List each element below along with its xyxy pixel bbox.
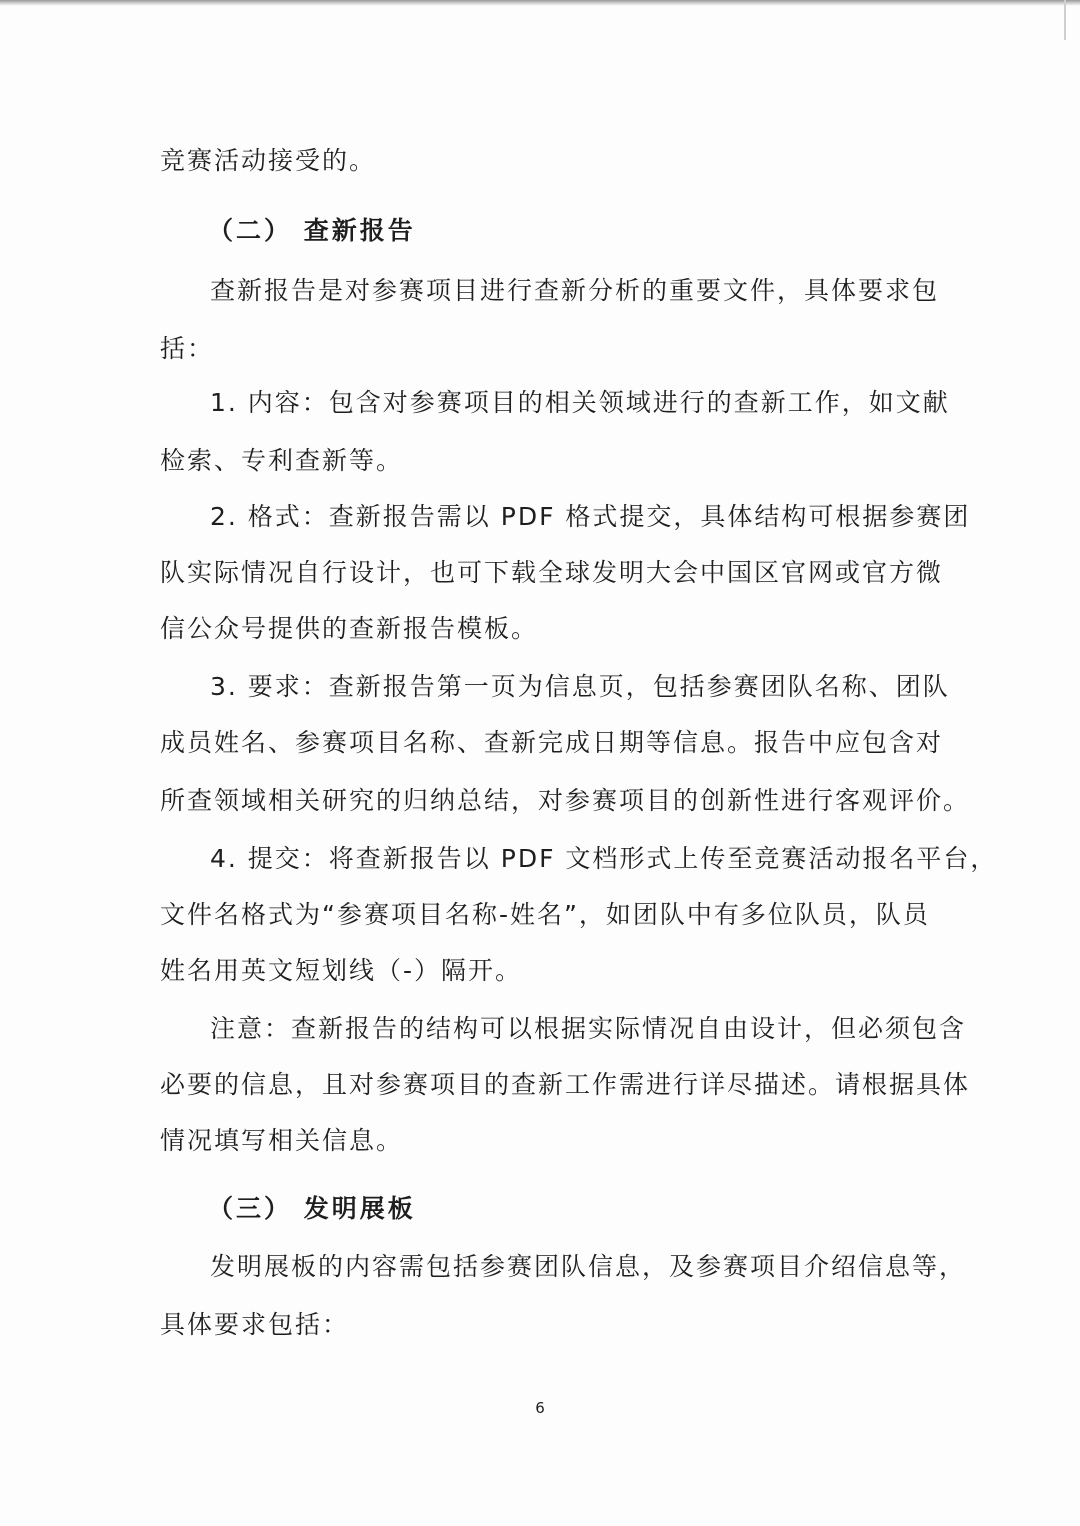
paragraph-line: 姓名用英文短划线（-）隔开。 bbox=[160, 956, 523, 985]
paragraph-line: 所查领域相关研究的归纳总结，对参赛项目的创新性进行客观评价。 bbox=[160, 786, 971, 815]
list-item-format: 2. 格式：查新报告需以 PDF 格式提交，具体结构可根据参赛团 bbox=[210, 502, 971, 531]
paragraph-line: 括： bbox=[160, 334, 215, 363]
paragraph-line: 信公众号提供的查新报告模板。 bbox=[160, 614, 539, 643]
paragraph-line: 查新报告是对参赛项目进行查新分析的重要文件，具体要求包 bbox=[210, 276, 940, 305]
section-heading-invention-board: （三） 发明展板 bbox=[208, 1194, 416, 1223]
scan-top-edge bbox=[0, 0, 1080, 6]
paragraph-line: 发明展板的内容需包括参赛团队信息，及参赛项目介绍信息等， bbox=[210, 1252, 967, 1281]
paragraph-line: 队实际情况自行设计，也可下载全球发明大会中国区官网或官方微 bbox=[160, 558, 944, 587]
list-item-requirements: 3. 要求：查新报告第一页为信息页，包括参赛团队名称、团队 bbox=[210, 672, 950, 701]
list-item-submission: 4. 提交：将查新报告以 PDF 文档形式上传至竞赛活动报名平台， bbox=[210, 844, 998, 873]
paragraph-line: 文件名格式为“参赛项目名称-姓名”，如团队中有多位队员，队员 bbox=[160, 900, 930, 929]
paragraph-line: 必要的信息，且对参赛项目的查新工作需进行详尽描述。请根据具体 bbox=[160, 1070, 971, 1099]
scan-right-edge bbox=[1064, 0, 1066, 40]
list-item-content: 1. 内容：包含对参赛项目的相关领域进行的查新工作，如文献 bbox=[210, 388, 950, 417]
paragraph-line: 成员姓名、参赛项目名称、查新完成日期等信息。报告中应包含对 bbox=[160, 728, 944, 757]
paragraph-line: 情况填写相关信息。 bbox=[160, 1126, 404, 1155]
page-number: 6 bbox=[535, 1399, 545, 1417]
section-heading-novelty-report: （二） 查新报告 bbox=[208, 216, 416, 245]
note-paragraph: 注意：查新报告的结构可以根据实际情况自由设计，但必须包含 bbox=[210, 1014, 967, 1043]
paragraph-line: 检索、专利查新等。 bbox=[160, 446, 404, 475]
paragraph-line: 具体要求包括： bbox=[160, 1310, 350, 1339]
paragraph-line: 竞赛活动接受的。 bbox=[160, 146, 377, 175]
